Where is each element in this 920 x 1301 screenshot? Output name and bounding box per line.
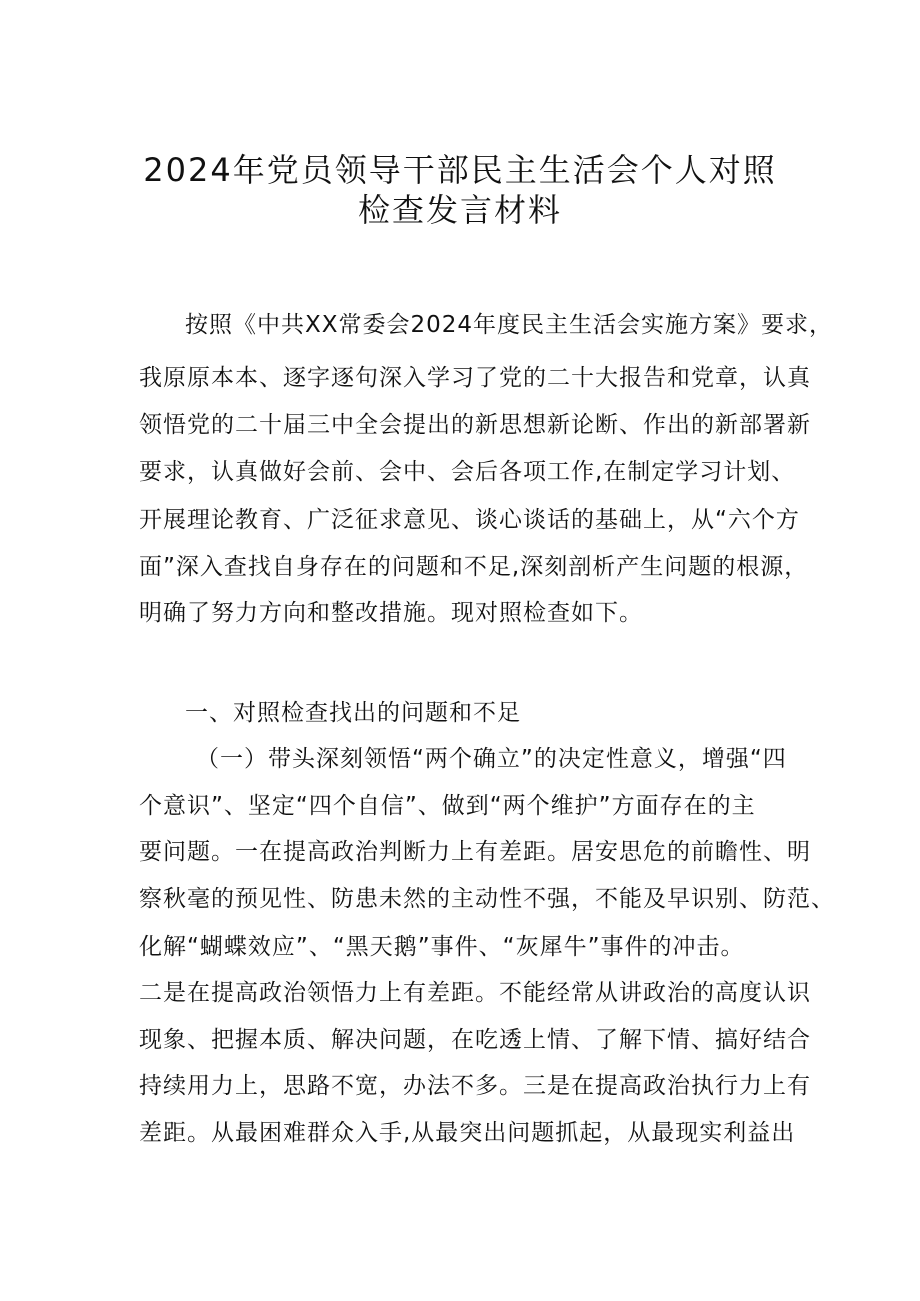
paragraph-line: 明确了努力方向和整改措施。现对照检查如下。 <box>139 600 643 626</box>
paragraph-line: 现象、把握本质、解决问题，在吃透上情、了解下情、搞好结合 <box>139 1027 811 1053</box>
paragraph-line: 领悟党的二十届三中全会提出的新思想新论断、作出的新部署新 <box>139 412 811 438</box>
document-title-line-2: 检查发言材料 <box>357 191 562 229</box>
paragraph-line: 开展理论教育、广泛征求意见、谈心谈话的基础上，从“六个方 <box>139 507 800 533</box>
document-title-line-1: 2024年党员领导干部民主生活会个人对照 <box>143 151 777 189</box>
paragraph-line: 察秋毫的预见性、防患未然的主动性不强，不能及早识别、防范、 <box>139 886 835 912</box>
paragraph-line: 二是在提高政治领悟力上有差距。不能经常从讲政治的高度认识 <box>139 980 811 1006</box>
paragraph-line: 个意识”、坚定“四个自信”、做到“两个维护”方面存在的主 <box>139 793 756 819</box>
paragraph-line: 面”深入查找自身存在的问题和不足,深刻剖析产生问题的根源， <box>139 554 809 580</box>
paragraph-line: 化解“蝴蝶效应”、“黑天鹅”事件、“灰犀牛”事件的冲击。 <box>139 934 745 960</box>
paragraph-line: 我原原本本、逐字逐句深入学习了党的二十大报告和党章，认真 <box>139 365 811 391</box>
section-heading: 一、对照检查找出的问题和不足 <box>185 700 521 726</box>
paragraph-line: 要求，认真做好会前、会中、会后各项工作,在制定学习计划、 <box>139 459 796 485</box>
paragraph-line: 持续用力上，思路不宽，办法不多。三是在提高政治执行力上有 <box>139 1073 811 1099</box>
paragraph-line: 按照《中共XX常委会2024年度民主生活会实施方案》要求， <box>185 312 834 338</box>
paragraph-line: 差距。从最困难群众入手,从最突出问题抓起，从最现实利益出 <box>139 1120 796 1146</box>
paragraph-line: （一）带头深刻领悟“两个确立”的决定性意义，增强“四 <box>196 746 787 772</box>
paragraph-line: 要问题。一在提高政治判断力上有差距。居安思危的前瞻性、明 <box>139 839 811 865</box>
